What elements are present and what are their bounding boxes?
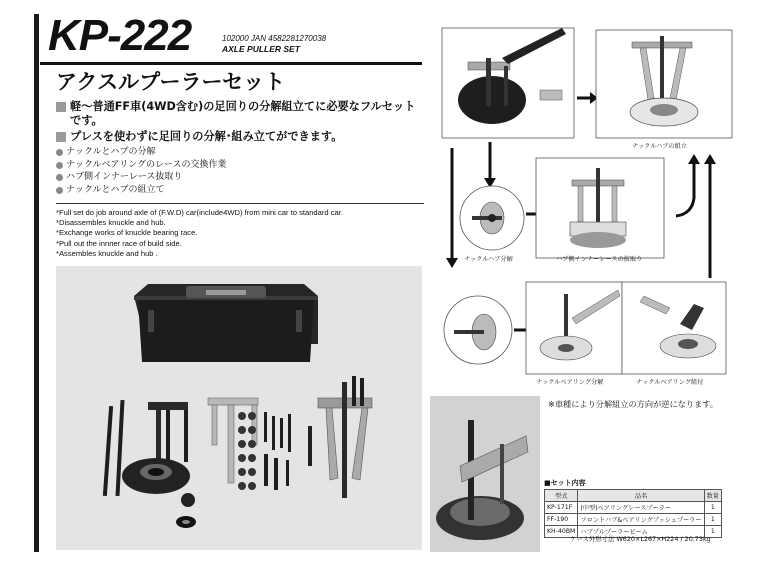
page-title: アクスルプーラーセット [56,70,286,94]
direction-note: ※車種により分解組立の方向が逆になります。 [548,399,718,409]
table-cell: フロントハブ&ベアリングプッシュプーラー [578,514,704,526]
circle-bullet-icon [56,149,63,156]
column-header: 型式 [545,490,578,502]
use-case-list [56,146,227,196]
english-note: *Disassembles knuckle and hub. [56,218,166,228]
jaw-puller-icon [318,376,372,498]
model-meta [222,34,326,54]
puller-beam-icon [148,402,188,410]
table-cell: KP-171F [545,502,578,514]
table-cell: 1 [704,502,721,514]
circle-bullet-icon [56,162,63,169]
section-divider [56,203,424,204]
set-contents-table [544,489,722,538]
english-note: *Full set do job around axle of (F.W.D) car(include4WD) from mini car to standard car. [56,208,343,217]
table-cell: KH-40BM [545,526,578,538]
hub-puller-photo-icon [430,396,540,552]
column-header: 数量 [704,490,721,502]
square-bullet-icon [56,132,66,142]
main-feature-list [56,100,424,147]
case-dimensions: ケース外形寸法 W620×L267×H224 / 20.73kg [570,535,711,543]
tool-set-illustration [56,266,422,550]
table-cell: 1 [704,526,721,538]
main-feature-item: 軽～普通FF車(4WD含む)の足回りの分解組立てに必要なフルセットです。 [56,100,424,127]
table-cell: ハブプルプーラービーム [578,526,704,538]
circle-bullet-icon [56,187,63,194]
square-bullet-icon [56,102,66,112]
hub-plate-icon [122,458,190,494]
circle-bullet-icon [56,174,63,181]
english-note: *Assembles knuckle and hub . [56,248,158,258]
tool-case-icon [134,284,318,362]
english-notes [56,208,426,259]
table-header-row [545,490,722,502]
caption-bearing-disassembly: ナックルベアリング分解 [536,379,604,386]
arrow-up-icon [676,162,694,216]
set-contents-title: ■セット内容 [544,479,586,487]
table-cell: 1 [704,514,721,526]
bolts-icon [264,412,291,490]
use-case-item: ナックルとハブの組立て [56,184,227,197]
left-accent-bar [34,14,39,552]
use-case-item: ハブ側インナーレース抜取り [56,171,227,184]
product-photo [56,266,422,550]
step-frame [526,282,622,374]
model-number: KP-222 [48,11,192,60]
step-frame [622,282,726,374]
table-row [545,502,722,514]
column-header: 品名 [578,490,704,502]
product-codes: 102000 JAN 4582281270038 [222,34,327,43]
caption-bearing-install: ナックルベアリング組付 [636,379,704,386]
title-underline [40,62,422,65]
use-case-item: ナックルベアリングのレースの交換作業 [56,159,227,172]
english-note: *Exchange works of knuckle bearing race. [56,228,198,238]
usage-photo [430,396,540,552]
caption-hub-inner-race: ハブ側インナーレースの抜取り [556,256,643,263]
process-diagram [432,18,762,396]
table-cell: (中型)ベアリングレースプーラー [578,502,704,514]
table-row [545,514,722,526]
main-feature-item: プレスを使わずに足回りの分解･組み立てができます。 [56,130,424,144]
use-case-item: ナックルとハブの分解 [56,146,227,159]
caption-knuckle-hub-assembly: ナックルハブの組立 [632,143,687,150]
product-subtitle: AXLE PULLER SET [222,44,300,54]
english-note: *Pull out the innner race of build side. [56,238,182,248]
title-block [48,11,327,60]
caption-knuckle-hub-disassembly: ナックルハブ分解 [464,256,513,263]
set-contents [544,478,722,538]
table-cell: FF-190 [545,514,578,526]
